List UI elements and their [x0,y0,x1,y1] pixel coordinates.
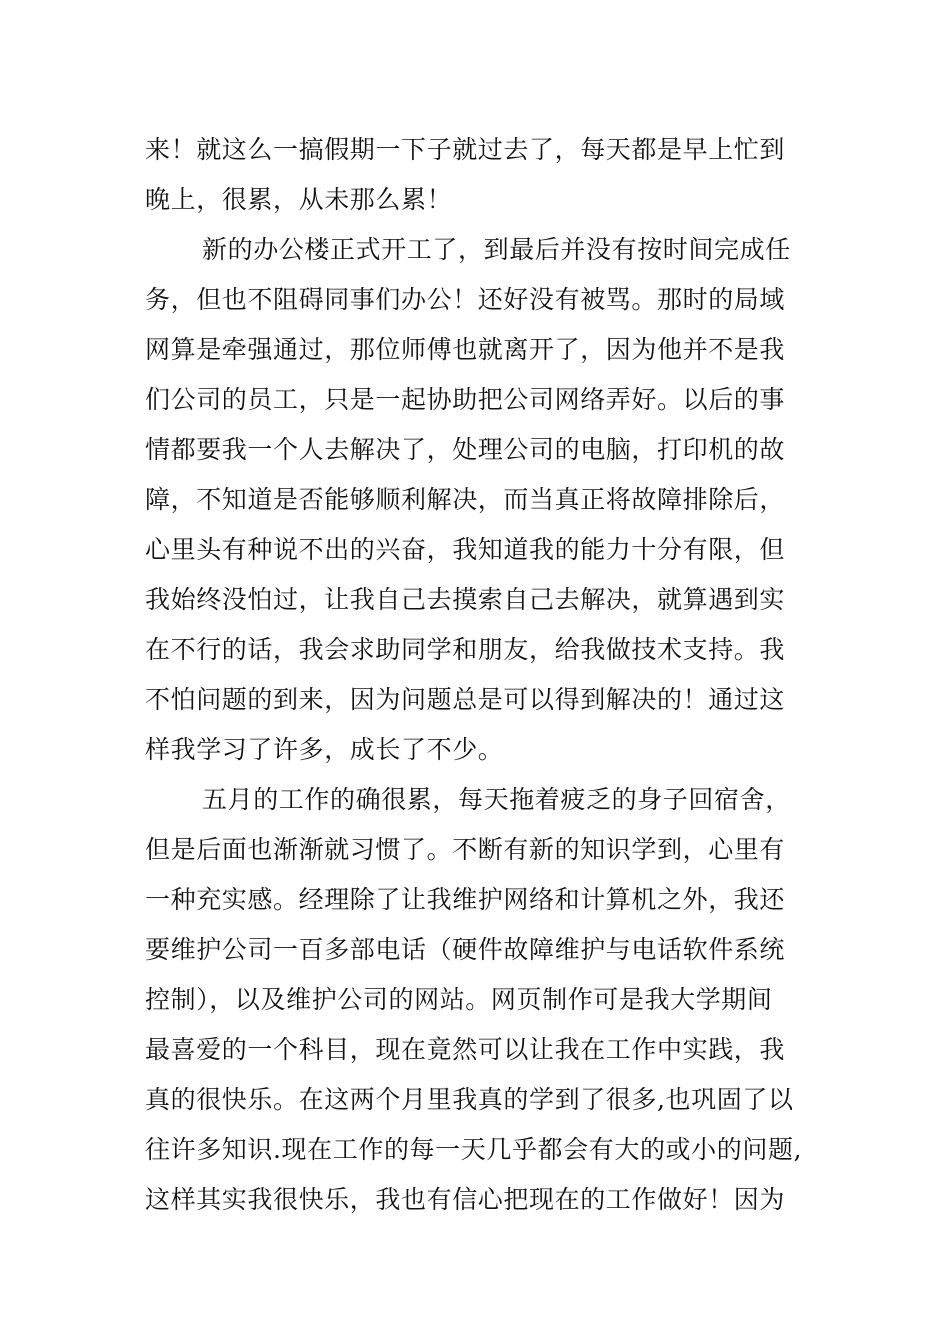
text-line: 控制），以及维护公司的网站。网页制作可是我大学期间 [145,985,773,1014]
text-line: 一种充实感。经理除了让我维护网络和计算机之外，我还 [145,885,786,914]
text-line: 们公司的员工，只是一起协助把公司网络弄好。以后的事 [145,385,786,414]
text-line: 来！就这么一搞假期一下子就过去了，每天都是早上忙到 [145,135,786,164]
text-line: 往许多知识.现在工作的每一天几乎都会有大的或小的问题, [145,1135,803,1164]
text-line: 障，不知道是否能够顺利解决，而当真正将故障排除后， [145,485,786,514]
text-line: 我始终没怕过，让我自己去摸索自己去解决，就算遇到实 [145,585,786,614]
document-body [145,125,825,1225]
text-line: 务，但也不阻碍同事们办公！还好没有被骂。那时的局域 [145,285,786,314]
text-line: 网算是牵强通过，那位师傅也就离开了，因为他并不是我 [145,335,786,364]
text-line: 但是后面也渐渐就习惯了。不断有新的知识学到，心里有 [145,835,786,864]
text-line: 心里头有种说不出的兴奋，我知道我的能力十分有限，但 [145,535,786,564]
text-line: 要维护公司一百多部电话（硬件故障维护与电话软件系统 [145,935,786,964]
text-line: 样我学习了许多，成长了不少。 [145,735,504,764]
text-line: 不怕问题的到来，因为问题总是可以得到解决的！通过这 [145,685,786,714]
paragraph-start-line: 五月的工作的确很累，每天拖着疲乏的身子回宿舍， [202,785,791,814]
text-line: 最喜爱的一个科目，现在竟然可以让我在工作中实践，我 [145,1035,786,1064]
text-line: 情都要我一个人去解决了，处理公司的电脑，打印机的故 [145,435,786,464]
text-line: 真的很快乐。在这两个月里我真的学到了很多,也巩固了以 [145,1085,794,1114]
text-line: 这样其实我很快乐，我也有信心把现在的工作做好！因为 [145,1185,786,1214]
text-line: 晚上，很累，从未那么累！ [145,185,453,214]
text-line: 在不行的话，我会求助同学和朋友，给我做技术支持。我 [145,635,786,664]
paragraph-start-line: 新的办公楼正式开工了，到最后并没有按时间完成任 [202,235,791,264]
